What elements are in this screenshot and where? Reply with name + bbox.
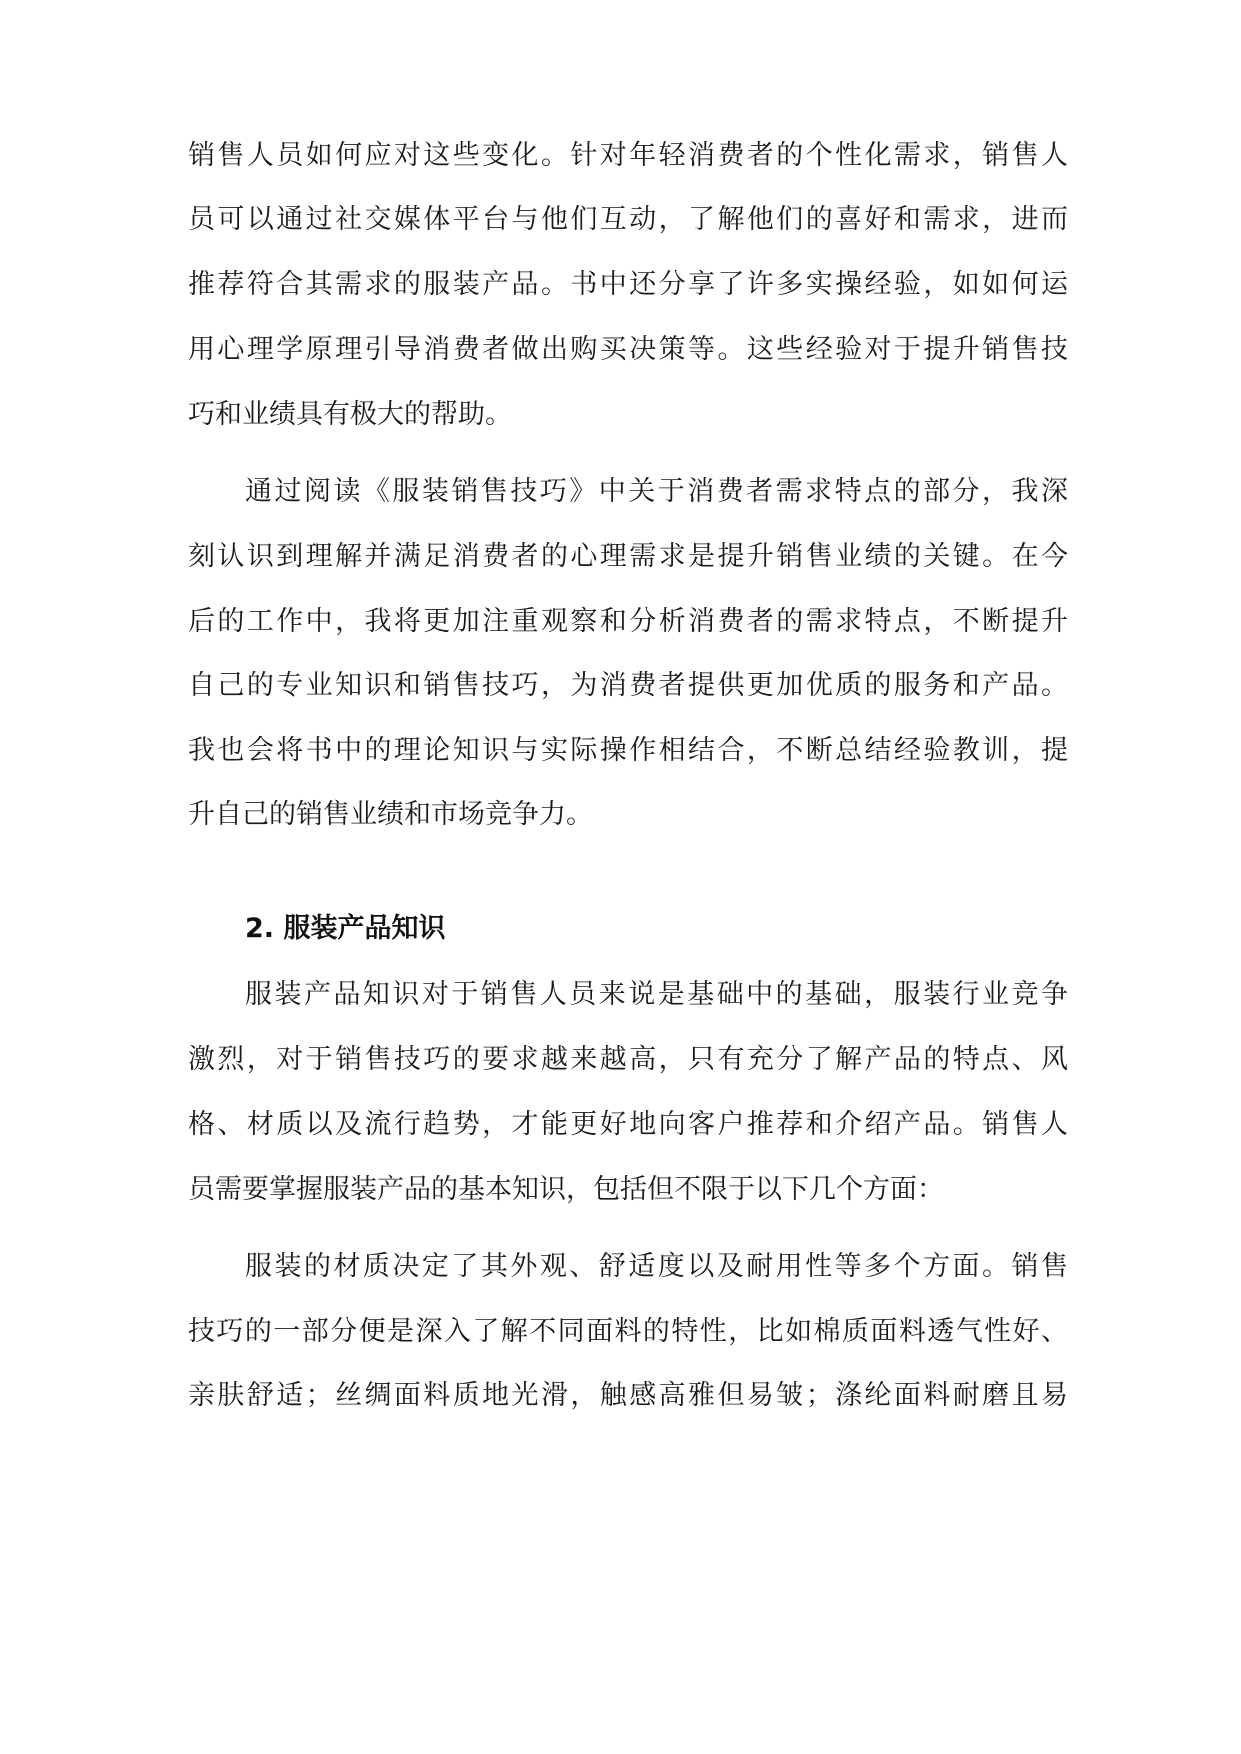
section-heading: 2. 服装产品知识	[245, 913, 446, 944]
paragraph-4-line-2: 技巧的一部分便是深入了解不同面料的特性，比如棉质面料透气性好、	[188, 1316, 1068, 1347]
paragraph-3-line-2: 激烈，对于销售技巧的要求越来越高，只有充分了解产品的特点、风	[188, 1044, 1068, 1075]
paragraph-1-line-4: 用心理学原理引导消费者做出购买决策等。这些经验对于提升销售技	[188, 334, 1068, 365]
paragraph-2-line-1: 通过阅读《服装销售技巧》中关于消费者需求特点的部分，我深	[245, 476, 1068, 507]
paragraph-2-line-5: 我也会将书中的理论知识与实际操作相结合，不断总结经验教训，提	[188, 735, 1068, 766]
paragraph-4-line-1: 服装的材质决定了其外观、舒适度以及耐用性等多个方面。销售	[245, 1251, 1068, 1282]
paragraph-2-line-2: 刻认识到理解并满足消费者的心理需求是提升销售业绩的关键。在今	[188, 541, 1068, 572]
paragraph-1-line-1: 销售人员如何应对这些变化。针对年轻消费者的个性化需求，销售人	[188, 140, 1068, 171]
paragraph-2-line-4: 自己的专业知识和销售技巧，为消费者提供更加优质的服务和产品。	[188, 670, 1068, 701]
paragraph-2-line-6: 升自己的销售业绩和市场竞争力。	[188, 799, 593, 830]
paragraph-3-line-4: 员需要掌握服装产品的基本知识，包括但不限于以下几个方面：	[188, 1174, 944, 1205]
paragraph-1-line-5: 巧和业绩具有极大的帮助。	[188, 399, 512, 430]
paragraph-3-line-1: 服装产品知识对于销售人员来说是基础中的基础，服装行业竞争	[245, 979, 1068, 1010]
paragraph-4-line-3: 亲肤舒适；丝绸面料质地光滑，触感高雅但易皱；涤纶面料耐磨且易	[188, 1380, 1068, 1411]
paragraph-1-line-3: 推荐符合其需求的服装产品。书中还分享了许多实操经验，如如何运	[188, 269, 1068, 300]
paragraph-3-line-3: 格、材质以及流行趋势，才能更好地向客户推荐和介绍产品。销售人	[188, 1109, 1068, 1140]
paragraph-1-line-2: 员可以通过社交媒体平台与他们互动，了解他们的喜好和需求，进而	[188, 204, 1068, 235]
paragraph-2-line-3: 后的工作中，我将更加注重观察和分析消费者的需求特点，不断提升	[188, 606, 1068, 637]
